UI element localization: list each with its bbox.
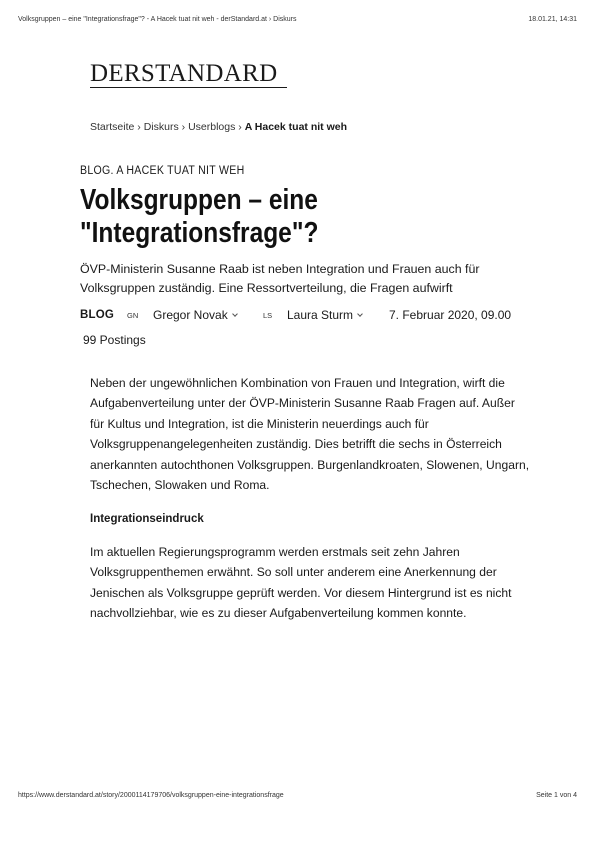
article-kicker[interactable]: BLOG. A HACEK TUAT NIT WEH — [80, 165, 245, 177]
article-headline: Volksgruppen – eine "Integrationsfrage"? — [80, 184, 319, 249]
author-gregor-novak[interactable] — [153, 308, 237, 322]
site-logo[interactable] — [90, 61, 287, 91]
logo-underline — [90, 87, 287, 88]
print-footer-url: https://www.derstandard.at/story/2000114179706/volksgruppen-eine-integrationsfrage — [18, 792, 284, 799]
publish-date: 7. Februar 2020, 09.00 — [389, 308, 512, 322]
breadcrumb-separator: › — [137, 121, 141, 133]
chevron-down-icon — [232, 311, 238, 317]
breadcrumb-separator: › — [181, 121, 186, 133]
article-subheading: Integrationseindruck — [90, 513, 204, 526]
author-name: Gregor Novak — [153, 308, 228, 322]
author-avatar-initials: GN — [127, 311, 139, 320]
print-header — [18, 16, 577, 28]
breadcrumb-link-userblogs[interactable]: Userblogs — [188, 121, 236, 133]
print-header-date: 18.01.21, 14:31 — [528, 16, 577, 23]
author-avatar-initials: LS — [263, 311, 273, 320]
breadcrumb-separator: › — [238, 121, 242, 133]
author-laura-sturm[interactable] — [287, 308, 362, 322]
logo-text: DERSTANDARD — [90, 60, 278, 87]
breadcrumb-current[interactable]: A Hacek tuat nit weh — [244, 121, 347, 133]
article-body — [90, 373, 530, 637]
breadcrumb-link-startseite[interactable]: Startseite — [90, 121, 135, 133]
postings-link[interactable]: 99 Postings — [83, 333, 146, 347]
blog-tag[interactable]: BLOG — [80, 309, 115, 321]
article-paragraph: Im aktuellen Regierungsprogramm werden erstmals seit zehn Jahren Volksgruppenthemen erwähnt. So soll unter anderem eine Anerkennung der Jenischen als Volksgruppe geprüft werden. Vor diesem Hintergrund ist es nicht nachvollziehbar, wie es zu dieser Aufgabenverteilung kommen konnte. — [90, 544, 512, 621]
print-footer-page: Seite 1 von 4 — [536, 792, 577, 799]
breadcrumb-link-diskurs[interactable]: Diskurs — [143, 121, 179, 133]
breadcrumb — [90, 121, 347, 133]
print-header-title: Volksgruppen – eine "Integrationsfrage"? - A Hacek tuat nit weh - derStandard.at › Diskurs — [18, 16, 297, 23]
author-name: Laura Sturm — [287, 308, 354, 322]
article-paragraph: Neben der ungewöhnlichen Kombination von Frauen und Integration, wirft die Aufgabenverteilung unter der ÖVP-Ministerin Susanne Raab Fragen auf. Außer für Kultus und Integration, ist die Ministerin neuerdings auch für Volksgruppenangelegenheiten zuständig. Dies betrifft die sechs in Österreich anerkannten autochthonen Volksgruppen. Burgenlandkroaten, Slowenen, Ungarn, Tschechen, Slowaken und Roma. — [90, 376, 530, 493]
article-lead: ÖVP-Ministerin Susanne Raab ist neben Integration und Frauen auch für Volksgruppen zuständig. Eine Ressortverteilung, die Fragen aufwirft — [80, 262, 480, 295]
print-footer — [18, 792, 577, 804]
chevron-down-icon — [357, 311, 363, 317]
